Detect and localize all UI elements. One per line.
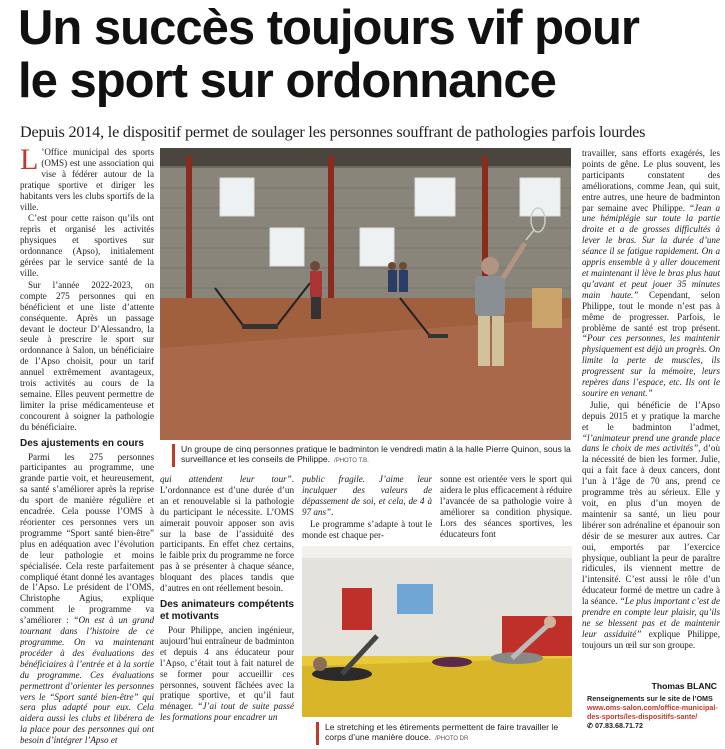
article-column-3	[302, 474, 432, 542]
headline-line-1: Un succès toujours vif pour	[18, 1, 639, 55]
article-column-2	[160, 474, 294, 746]
paragraph: C’est pour cette raison qu’ils ont repris et organisé les activités physiques et sportives sur ordonnance (Apso), initialement gérées par le service santé de la ville.	[20, 213, 154, 278]
article-column-4	[440, 474, 572, 542]
info-box-phone: ✆ 07.83.68.71.72	[587, 721, 643, 730]
paragraph: public fragile. J’aime leur inculquer des valeurs de dépassement de soi, et cela, de 4 à 97 ans”.	[302, 474, 432, 517]
quote: “l’animateur prend une grande place dans le choix de mes activités”	[582, 432, 720, 454]
article-column-5	[582, 148, 720, 680]
paragraph: Le programme s’adapte à tout le monde est chaque per-	[302, 518, 432, 540]
paragraph: qui attendent leur tour”. L’ordonnance est d’une durée d’un an et renouvelable si la pathologie du participant le nécessite. L’OMS aimerait pouvoir apposer son avis sur la base de l’assiduité des participants. En effet chez certains, le faible prix du programme ne force pas à se présenter à chaque séance, bloquant des places tandis que d’autres en ont réellement besoin.	[160, 474, 294, 594]
info-box-title: Renseignements sur le site de l’OMS	[587, 694, 713, 703]
quote: “Le plus important c’est de prendre en compte leur plaisir, qu’ils ne se blessent pas et de maintenir leur assiduité”	[582, 596, 720, 639]
subheading: Des ajustements en cours	[20, 437, 144, 449]
article-column-1	[20, 147, 154, 745]
quote: “J’ai tout de suite passé les formations pour encadrer un	[160, 701, 294, 723]
photo-credit: /PHOTO DR	[435, 736, 469, 743]
paragraph: Parmi les 275 personnes participantes au programme, une grande partie voit, et heureusement, sa santé s’améliorer après la reprise du sport de manière régulière et encadrée. Cela pousse l’OMS à réorienter ces personnes vers un programme “Sport santé bien-être” plus en adéquation avec l’évolution de leur pathologie et moins spécialisée. Cela reste parfaitement compliqué étant donné les avantages de l’Apso. Le président de l’OMS, Christophe Agius, explique comment le programme va s’améliorer : “On est à un grand tournant dans l’histoire de ce programme. On va maintenant procéder à des évaluations des bénéficiaires à l’entrée et à la sortie du programme. Ces évaluations permettront d’orienter les personnes vers le “Sport santé bien-être” qui sera plus adapté pour eux. Cela aidera aussi les clubs et libérera de la place pour des personnes qui ont besoin d’intégrer l’Apso et	[20, 451, 154, 745]
paragraph: travailler, sans efforts exagérés, les points de gêne. Le plus souvent, les participants constatent des améliorations, comme Jean, qui suit, entre autres, une heure de badminton par semaine avec Philippe. “Jean a une hémiplégie sur toute la partie droite et a de grosses difficultés à lever le bras. Sur la durée d’une séance il se fatigue rapidement. On a appris ensemble à y aller doucement et maintenant il lève le bras plus haut qu’avant et peut jouer 35 minutes main haute.” Cependant, selon Philippe, tout le monde n’est pas à même de progresser. Parfois, le problème de santé est trop présent. “Pour ces personnes, les maintenir physiquement est déjà un progrès. On limite la perte de muscles, ils progressent sur la mémoire, leurs repères dans l’espace, etc. Ils ont le sourire en venant.”	[582, 148, 720, 398]
intro-paragraph: L ’Office municipal des sports (OMS) est une association qui vise à fédérer autour de la pratique sportive et diriger les habitants vers les clubs sportifs de la ville.	[20, 147, 154, 212]
badminton-caption: Un groupe de cinq personnes pratique le badminton le vendredi matin à la halle Pierre Quinon, sous la surveillance et les conseils de Philippe. /PHOTO T.B.	[172, 444, 572, 467]
standfirst: Depuis 2014, le dispositif permet de soulager les personnes souffrant de pathologies parfois lourdes	[20, 123, 646, 141]
paragraph: Sur l’année 2022-2023, on compte 275 personnes qui en bénéficient et une liste d’attente conséquente. Après un passage devant le docteur D’Alessandro, la seule à prescrire le sport sur ordonnance à Salon, un bénéficiaire de l’Apso choisit, pour un tarif annuel extrêmement avantageux, trois activités au cours de la semaine. Elles peuvent permettre de limiter la prise médicamenteuse et concourent à soigner la pathologie du bénéficiaire.	[20, 279, 154, 432]
quote: qui attendent leur tour”	[160, 474, 292, 484]
paragraph: sonne est orientée vers le sport qui aidera le plus efficacement à réduire l’avancée de sa pathologie voire à améliorer sa condition physique. Lors des séances sportives, les éducateurs font	[440, 474, 572, 539]
headline	[18, 2, 718, 108]
paragraph: Pour Philippe, ancien ingénieur, aujourd’hui entraîneur de badminton et depuis 4 ans éducateur pour l’Apso, c’était tout à fait naturel de se former pour accueillir ces personnes, souvent fâchées avec la pratique sportive, et qu’il faut ménager. “J’ai tout de suite passé les formations pour encadrer un	[160, 624, 294, 723]
author-signature: Thomas BLANC	[651, 681, 717, 691]
dropcap: L	[20, 147, 39, 176]
quote: public fragile. J’aime leur inculquer des valeurs de dépassement de soi, et cela, de 4 à 97 ans”	[302, 474, 432, 517]
info-box-url[interactable]: www.oms-salon.com/office-municipal-des-sports/les-dispositifs-sante/	[587, 703, 718, 721]
stretching-photo	[302, 546, 572, 717]
photo-credit: /PHOTO T.B.	[334, 458, 369, 465]
quote: “Jean a une hémiplégie sur toute la partie droite et a de grosses difficultés à lever le bras. Sur la durée d’une séance il se fatigue rapidement. On a appris ensemble à y aller doucement et maintenant il lève le bras plus haut qu’avant et peut jouer 35 minutes main haute.”	[582, 202, 720, 300]
quote: “On est à un grand tournant dans l’histoire de ce programme. On va maintenant procéder à des évaluations des bénéficiaires à l’entrée et à la sortie du programme. Ces évaluations permettront d’orienter les personnes vers le “Sport santé bien-être” qui sera plus adapté pour eux. Cela aidera aussi les clubs et libérera de la place pour des personnes qui ont besoin d’intégrer l’Apso et	[20, 615, 154, 745]
stretching-caption: Le stretching et les étirements permettent de faire travailler le corps d’une manière douce. /PHOTO DR	[316, 722, 572, 745]
quote: “Pour ces personnes, les maintenir physiquement est déjà un progrès. On limite la perte de muscles, ils progressent sur la mémoire, leurs repères dans l’espace, etc. Ils ont le sourire en venant.”	[582, 333, 720, 398]
info-box	[587, 694, 721, 730]
paragraph: Julie, qui bénéficie de l’Apso depuis 2015 et y pratique la marche et le badminton l’admet, “l’animateur prend une grande place dans le choix de mes activités”, d’où la nécessité de bien les former. Julie, qui a fait face à deux cancers, dont l’un à l’âge de 70 ans, prend ce programme très au sérieux. Elle y voit, en plus d’un moyen de maintenir sa santé, un lieu pour libérer son adrénaline et épanouir son désir de se mesurer aux autres. Car oui, emportés par l’exercice physique, oubliant la peur de paraître ridicules, ils viennent mettre de l’intensité. C’est aussi le rôle d’un éducateur formé de mettre un cadre à la séance. “Le plus important c’est de prendre en compte leur plaisir, qu’ils ne se blessent pas et de maintenir leur assiduité” explique Philippe, toujours un œil sur son groupe.	[582, 399, 720, 650]
headline-line-2: le sport sur ordonnance	[18, 54, 556, 108]
badminton-photo	[160, 148, 571, 440]
subheading: Des animateurs compétents et motivants	[160, 598, 294, 622]
